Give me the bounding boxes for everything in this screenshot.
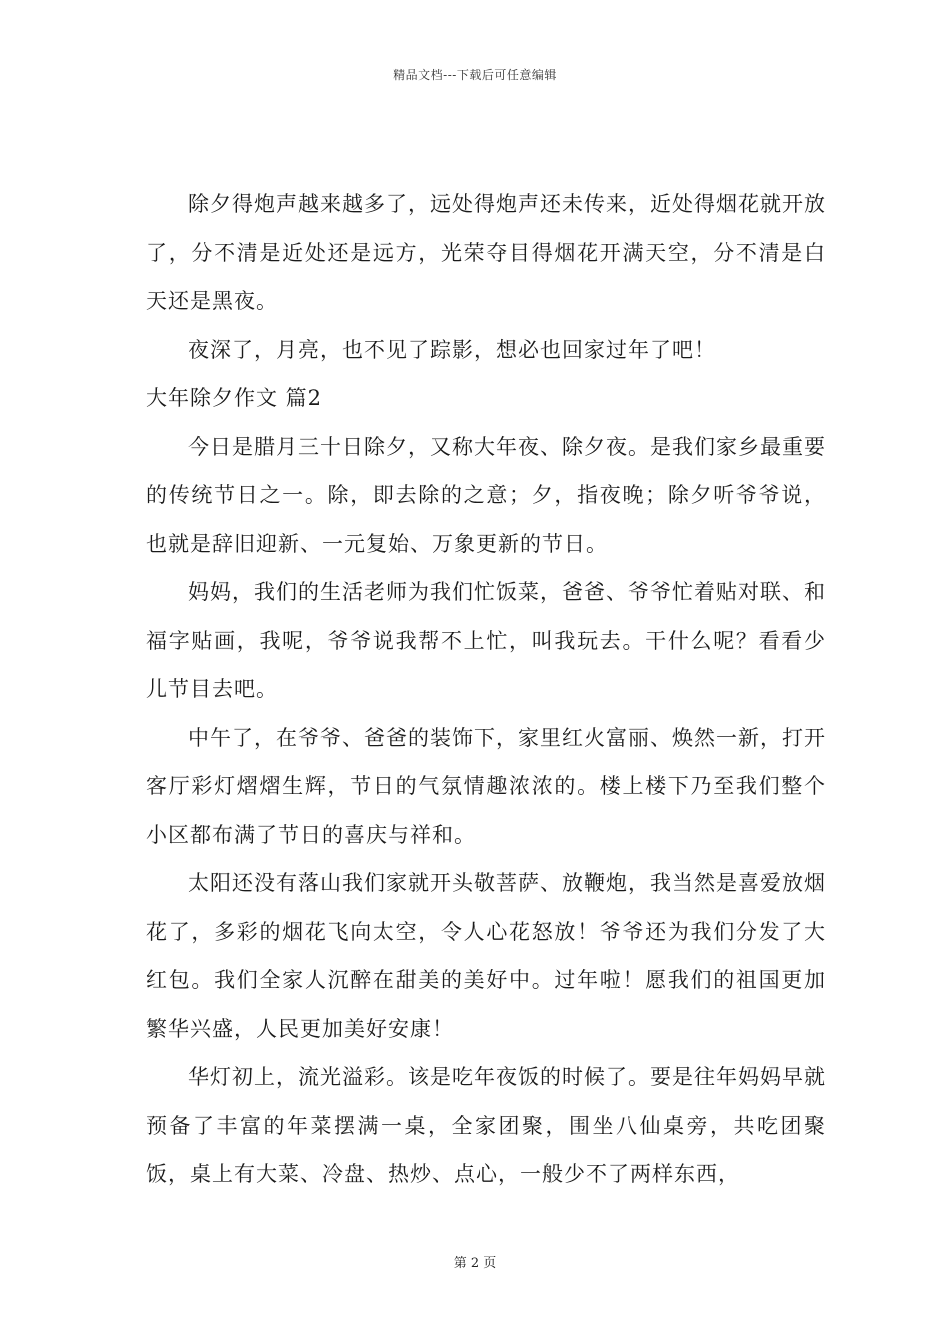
section-heading: 大年除夕作文 篇2 <box>146 386 323 410</box>
section-paragraph-2: 妈妈，我们的生活老师为我们忙饭菜，爸爸、爷爷忙着贴对联、和福字贴画，我呢，爷爷说我帮不上忙，叫我玩去。干什么呢？看看少儿节目去吧。 <box>146 580 826 701</box>
section-paragraph-1: 今日是腊月三十日除夕，又称大年夜、除夕夜。是我们家乡最重要的传统节日之一。除，即去除的之意；夕，指夜晚；除夕听爷爷说，也就是辞旧迎新、一元复始、万象更新的节日。 <box>146 434 826 556</box>
section-paragraph-5: 华灯初上，流光溢彩。该是吃年夜饭的时候了。要是往年妈妈早就预备了丰富的年菜摆满一桌，全家团聚，围坐八仙桌旁，共吃团聚饭，桌上有大菜、冷盘、热炒、点心，一般少不了两样东西， <box>146 1065 826 1186</box>
paragraph-1: 除夕得炮声越来越多了，远处得炮声还未传来，近处得烟花就开放了，分不清是近处还是远方，光荣夺目得烟花开满天空，分不清是白天还是黑夜。 <box>146 192 826 313</box>
page-header: 精品文档---下载后可任意编辑 <box>393 68 557 82</box>
page-number: 第 2 页 <box>453 1256 497 1271</box>
document-body <box>146 180 826 1199</box>
section-paragraph-3: 中午了，在爷爷、爸爸的装饰下，家里红火富丽、焕然一新，打开客厅彩灯熠熠生辉，节日的气氛情趣浓浓的。楼上楼下乃至我们整个小区都布满了节日的喜庆与祥和。 <box>146 725 826 847</box>
paragraph-2: 夜深了，月亮，也不见了踪影，想必也回家过年了吧！ <box>188 337 716 362</box>
section-paragraph-4: 太阳还没有落山我们家就开头敬菩萨、放鞭炮，我当然是喜爱放烟花了，多彩的烟花飞向太空，令人心花怒放！爷爷还为我们分发了大红包。我们全家人沉醉在甜美的美好中。过年啦！愿我们的祖国更加繁华兴盛，人民更加美好安康！ <box>146 871 826 1041</box>
